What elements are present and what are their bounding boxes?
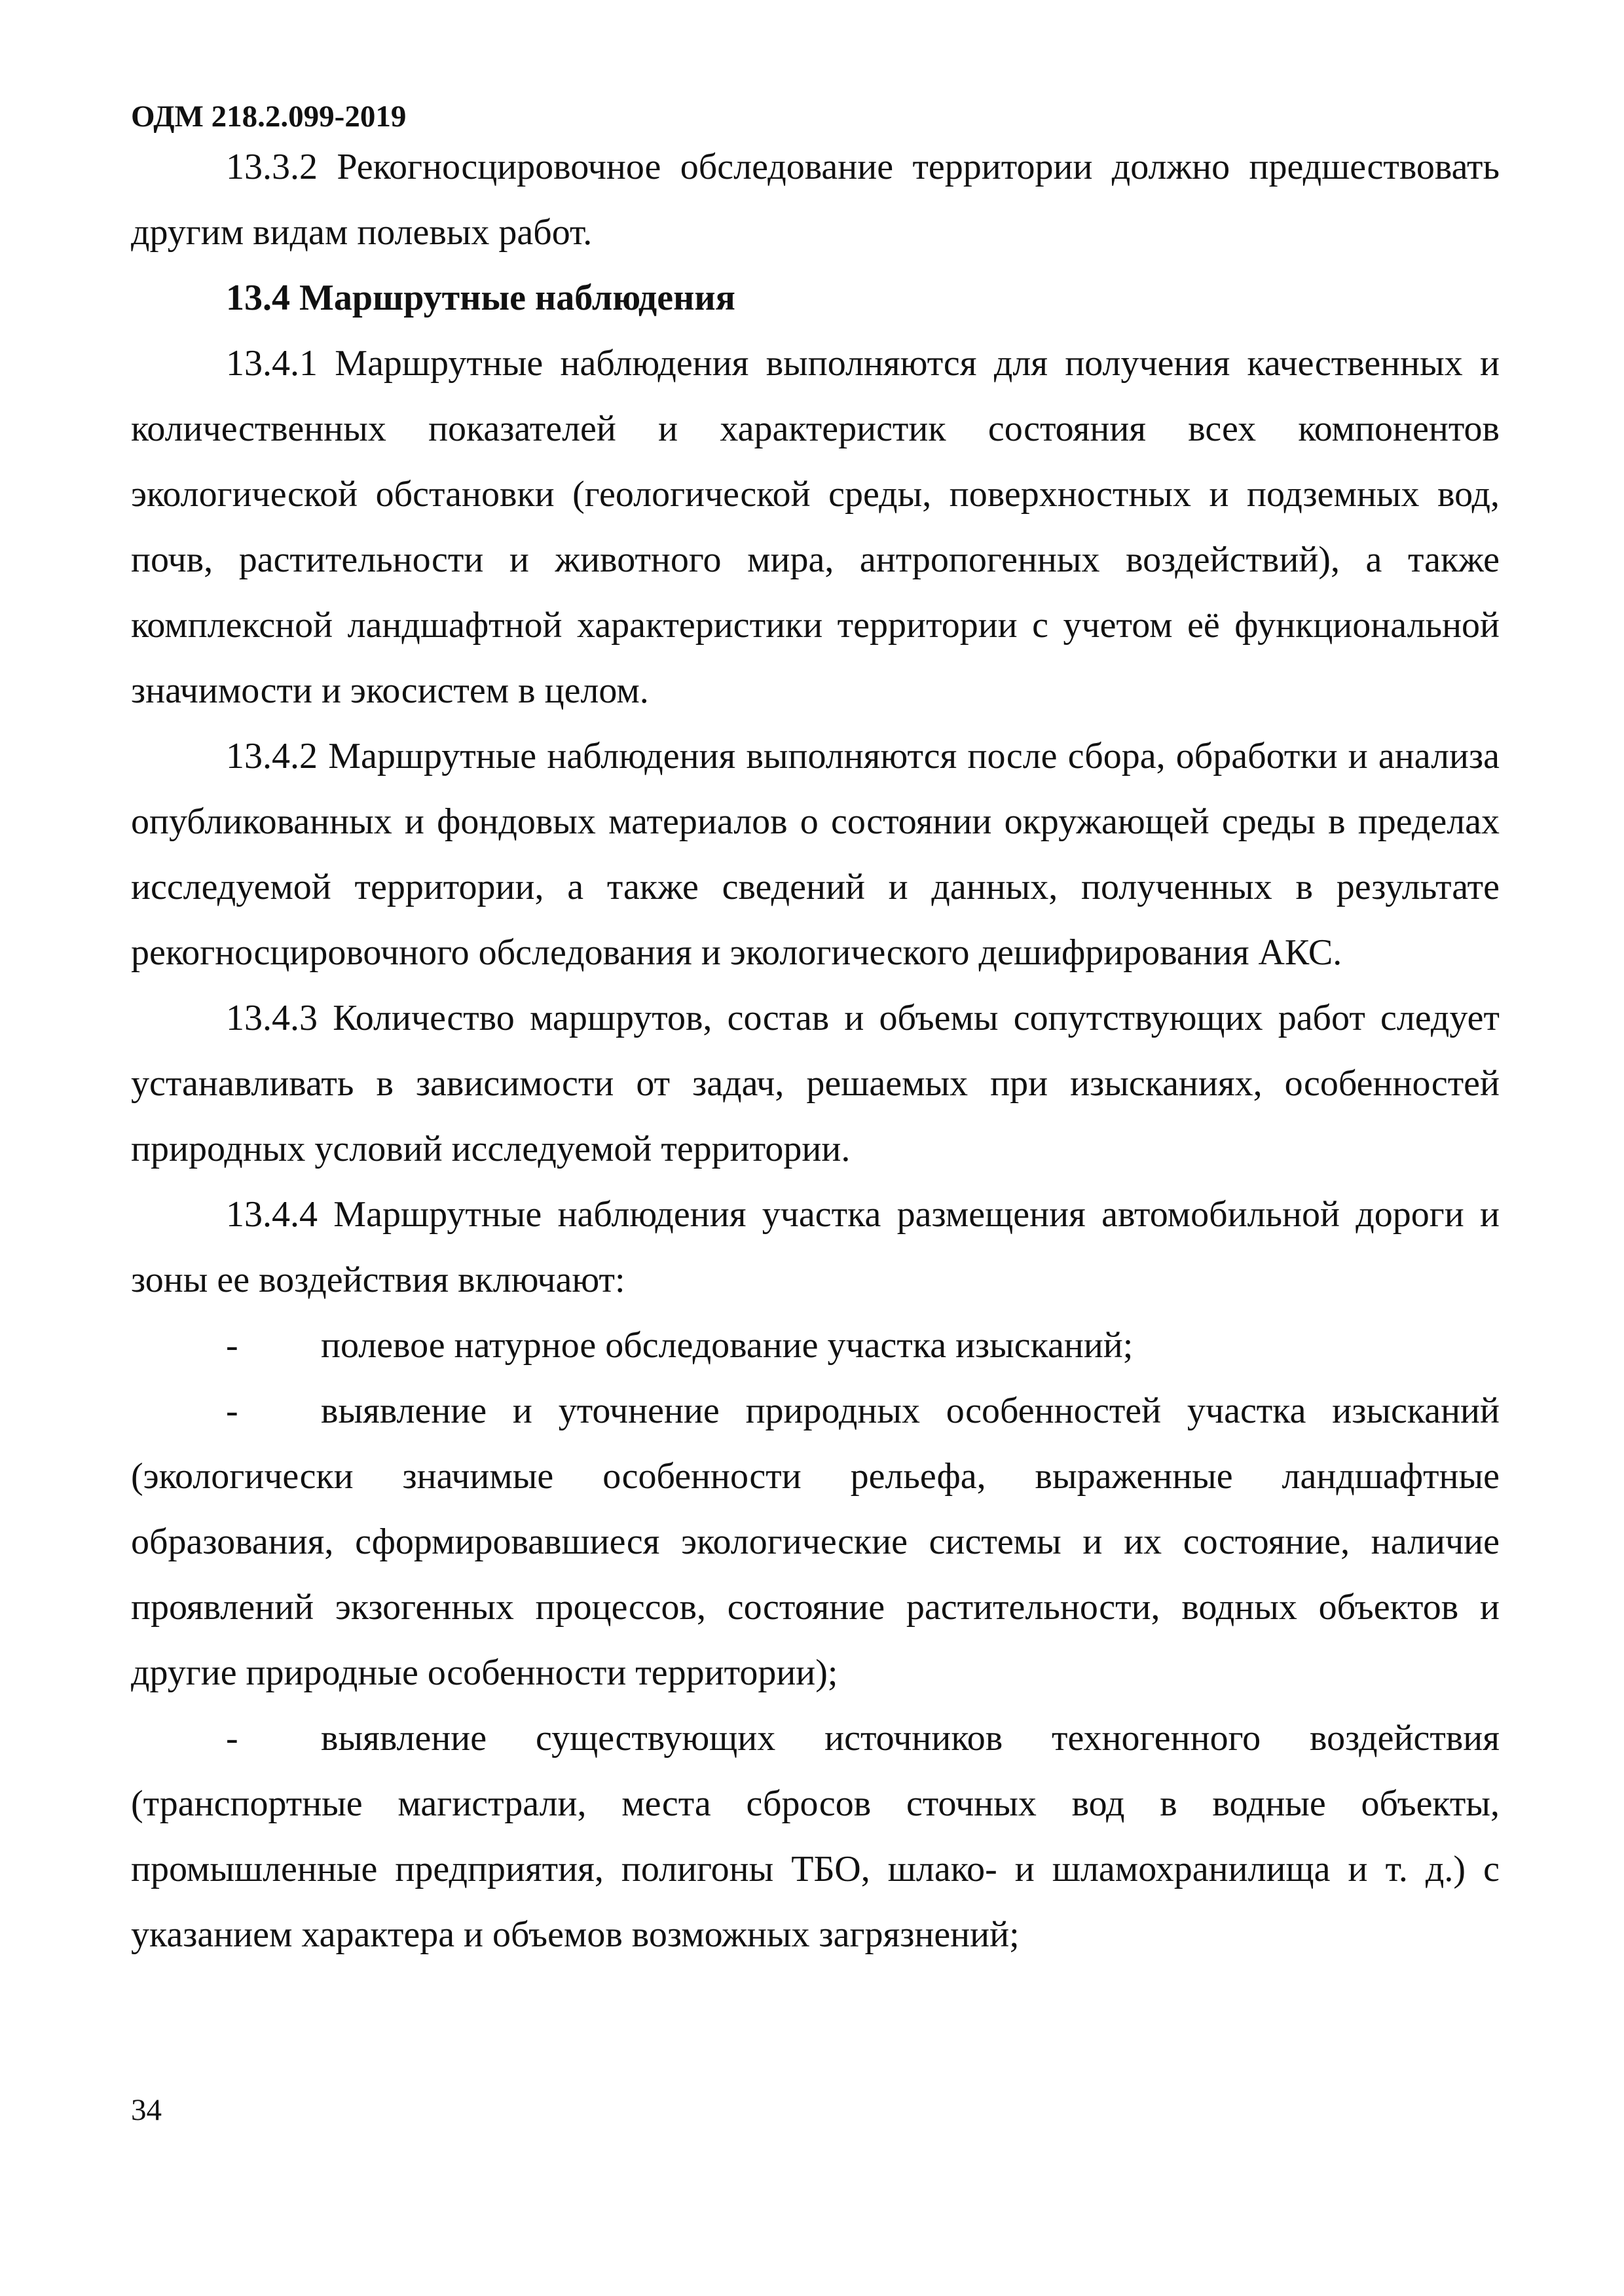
list-dash-marker: - [226, 1718, 238, 1758]
list-item-text: выявление существующих источников техногенного воздействия (транспортные магистрали, места сбросов сточных вод в водные объекты, промышленные предприятия, полигоны ТБО, шлако- и шламохранилища и т. д.) с указанием характера и объемов возможных загрязнений; [131, 1718, 1500, 1955]
paragraph-13-3-2: 13.3.2 Рекогносцировочное обследование территории должно предшествовать другим видам полевых работ. [131, 147, 1500, 253]
page-number: 34 [131, 2093, 162, 2127]
document-code-header: ОДМ 218.2.099-2019 [131, 100, 407, 134]
list-item-text: выявление и уточнение природных особенностей участка изысканий (экологически значимые особенности рельефа, выраженные ландшафтные образования, сформировавшиеся экологические системы и их состояние, наличие проявлений экзогенных процессов, состояние растительности, водных объектов и другие природные особенности территории); [131, 1391, 1500, 1693]
paragraph-13-4-4: 13.4.4 Маршрутные наблюдения участка размещения автомобильной дороги и зоны ее воздействия включают: [131, 1194, 1500, 1300]
paragraph-13-4-2: 13.4.2 Маршрутные наблюдения выполняются после сбора, обработки и анализа опубликованных и фондовых материалов о состоянии окружающей среды в пределах исследуемой территории, а также сведений и данных, полученных в результате рекогносцировочного обследования и экологического дешифрирования АКС. [131, 736, 1500, 973]
list-item [131, 1313, 1500, 1378]
section-heading-13-4: 13.4 Маршрутные наблюдения [226, 278, 735, 318]
list-item [131, 1705, 1500, 1967]
list-dash-marker: - [226, 1325, 238, 1366]
page-content [131, 134, 1500, 1967]
list-dash-marker: - [226, 1391, 238, 1431]
paragraph-13-4-3: 13.4.3 Количество маршрутов, состав и объемы сопутствующих работ следует устанавливать в зависимости от задач, решаемых при изысканиях, особенностей природных условий исследуемой территории. [131, 998, 1500, 1169]
list-item-text: полевое натурное обследование участка изысканий; [321, 1325, 1134, 1366]
list-item [131, 1378, 1500, 1705]
paragraph-13-4-1: 13.4.1 Маршрутные наблюдения выполняются для получения качественных и количественных показателей и характеристик состояния всех компонентов экологической обстановки (геологической среды, поверхностных и подземных вод, почв, растительности и животного мира, антропогенных воздействий), а также комплексной ландшафтной характеристики территории с учетом её функциональной значимости и экосистем в целом. [131, 343, 1500, 711]
